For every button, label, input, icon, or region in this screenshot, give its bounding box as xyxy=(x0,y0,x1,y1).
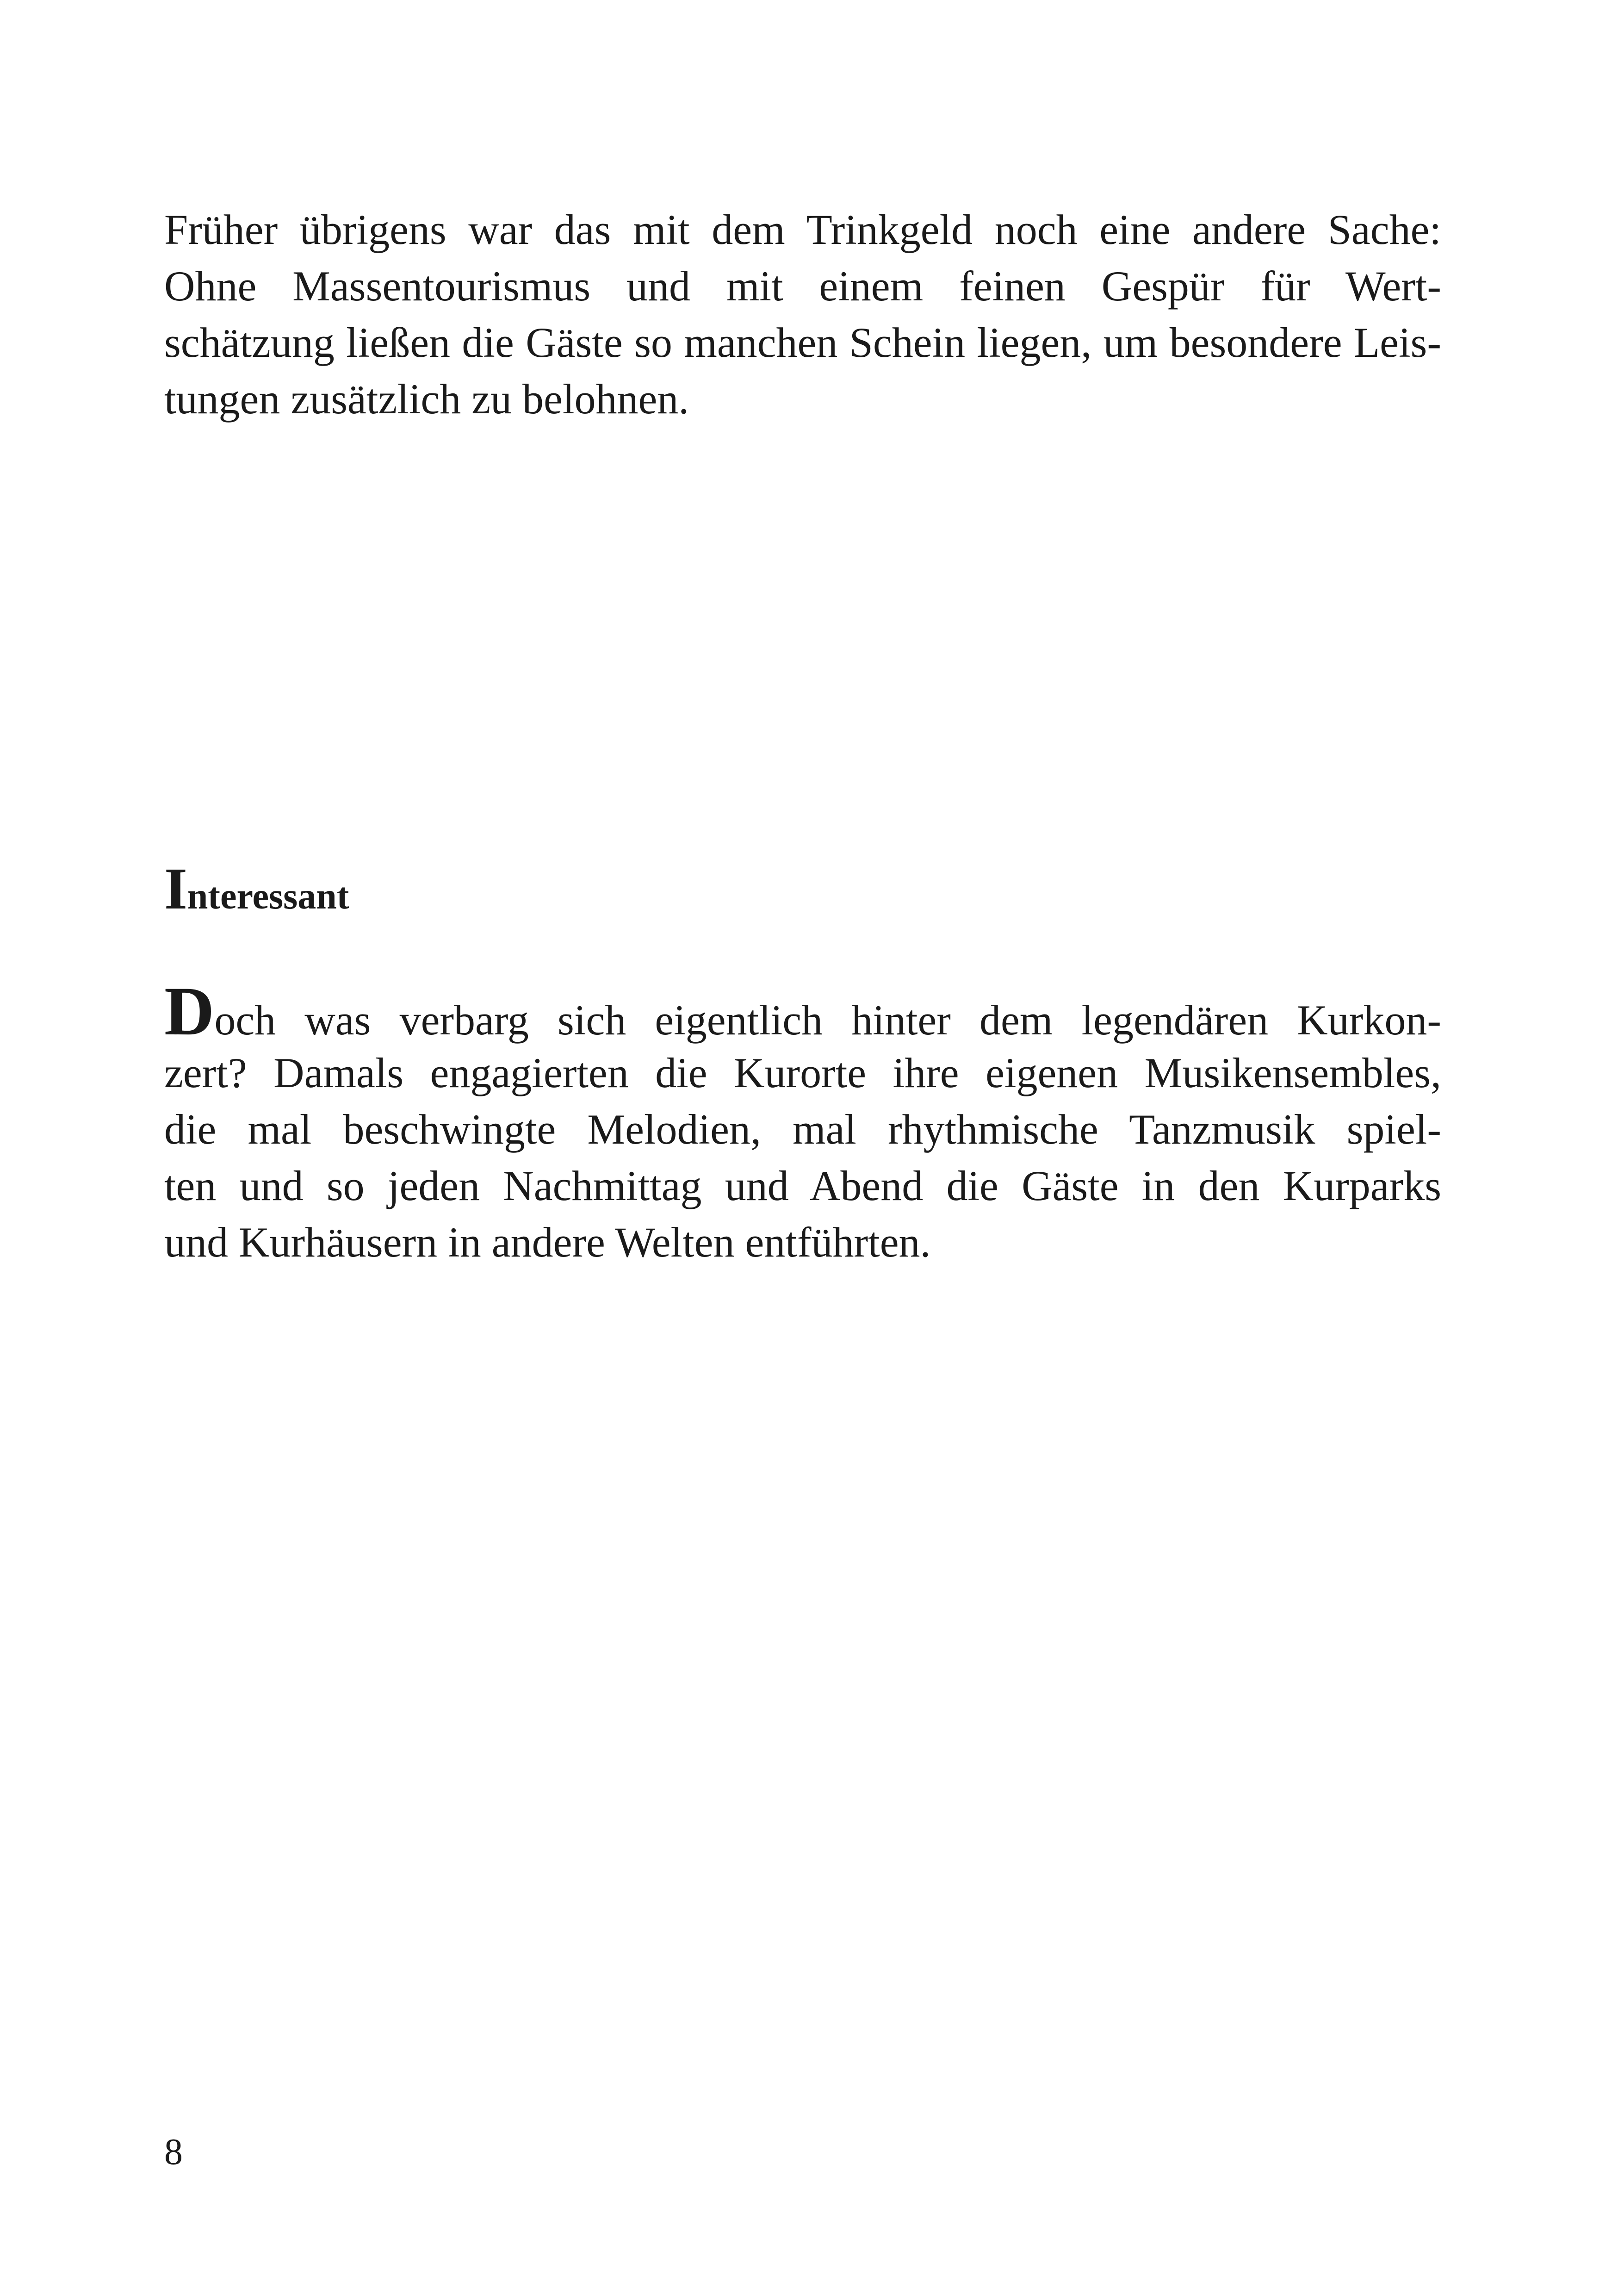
paragraph-line: Früher übrigens war das mit dem Trinkgeld noch eine andere Sache: xyxy=(164,206,1441,253)
paragraph-tip xyxy=(164,201,1441,427)
page-number: 8 xyxy=(164,2132,183,2172)
heading-text: nteressant xyxy=(187,876,349,917)
first-line-text: och was verbarg sich eigentlich hinter dem legendären Kurkon- xyxy=(214,996,1441,1044)
paragraph-line: die mal beschwingte Melodien, mal rhythmische Tanzmusik spiel- xyxy=(164,1106,1441,1153)
paragraph-first-line xyxy=(164,973,1441,1050)
section-heading xyxy=(164,856,349,924)
paragraph-line: zert? Damals engagierten die Kurorte ihre eigenen Musikensembles, xyxy=(164,1049,1441,1096)
paragraph-kurkonzert xyxy=(164,973,1441,1270)
paragraph-line: ten und so jeden Nachmittag und Abend die Gäste in den Kurparks xyxy=(164,1162,1441,1209)
drop-initial: D xyxy=(164,973,215,1050)
paragraph-line: schätzung ließen die Gäste so manchen Schein liegen, um besondere Leis- xyxy=(164,319,1441,366)
paragraph-line: und Kurhäusern in andere Welten entführten. xyxy=(164,1219,931,1266)
paragraph-line: tungen zusätzlich zu belohnen. xyxy=(164,375,689,423)
heading-initial: I xyxy=(164,856,187,921)
paragraph-line: Ohne Massentourismus und mit einem feinen Gespür für Wert- xyxy=(164,262,1441,310)
